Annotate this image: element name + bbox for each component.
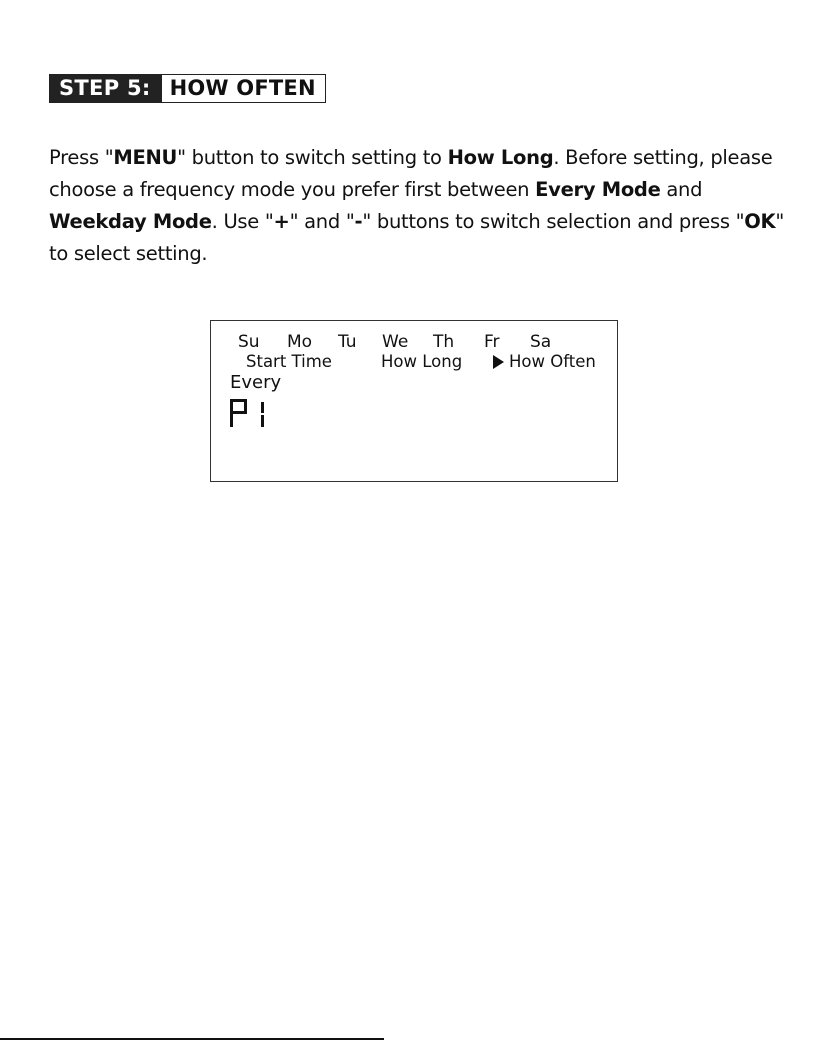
ok-button-name: OK	[744, 210, 776, 233]
instruction-text: . Use "	[211, 210, 274, 233]
menu-start-time: Start Time	[246, 352, 332, 371]
day-saturday: Sa	[530, 332, 552, 352]
step-number-label: STEP 5:	[50, 75, 162, 102]
menu-how-long: How Long	[381, 352, 463, 371]
segment-digit-1	[261, 402, 264, 427]
instruction-text: " button to switch setting to	[177, 146, 448, 169]
weekday-mode-name: Weekday Mode	[49, 210, 212, 233]
day-sunday: Su	[238, 332, 260, 352]
instruction-text: " and "	[289, 210, 355, 233]
lcd-display	[210, 320, 618, 482]
footer-rule	[0, 1038, 384, 1040]
plus-button-name: +	[273, 210, 290, 233]
instruction-text: and	[660, 178, 703, 201]
instruction-text: . Before setting, please choose a frequency mode you prefer first between	[49, 146, 773, 201]
how-long-setting-name: How Long	[447, 146, 554, 169]
every-mode-name: Every Mode	[535, 178, 661, 201]
selection-arrow-icon	[493, 355, 504, 369]
instructions-paragraph	[49, 142, 799, 270]
day-thursday: Th	[433, 332, 455, 352]
instruction-text: " buttons to switch selection and press "	[362, 210, 745, 233]
day-tuesday: Tu	[338, 332, 357, 352]
step-heading	[49, 74, 326, 103]
program-segment-display	[230, 399, 310, 427]
instruction-text: " to select setting.	[49, 210, 785, 265]
segment-digit-p	[230, 399, 247, 427]
day-monday: Mo	[287, 332, 313, 352]
menu-button-name: MENU	[113, 146, 178, 169]
step-title: HOW OFTEN	[162, 75, 325, 102]
frequency-mode-label: Every	[230, 372, 282, 393]
menu-how-often: How Often	[509, 352, 596, 371]
day-friday: Fr	[484, 332, 500, 352]
day-wednesday: We	[382, 332, 409, 352]
instruction-text: Press "	[49, 146, 114, 169]
minus-button-name: -	[354, 210, 363, 233]
